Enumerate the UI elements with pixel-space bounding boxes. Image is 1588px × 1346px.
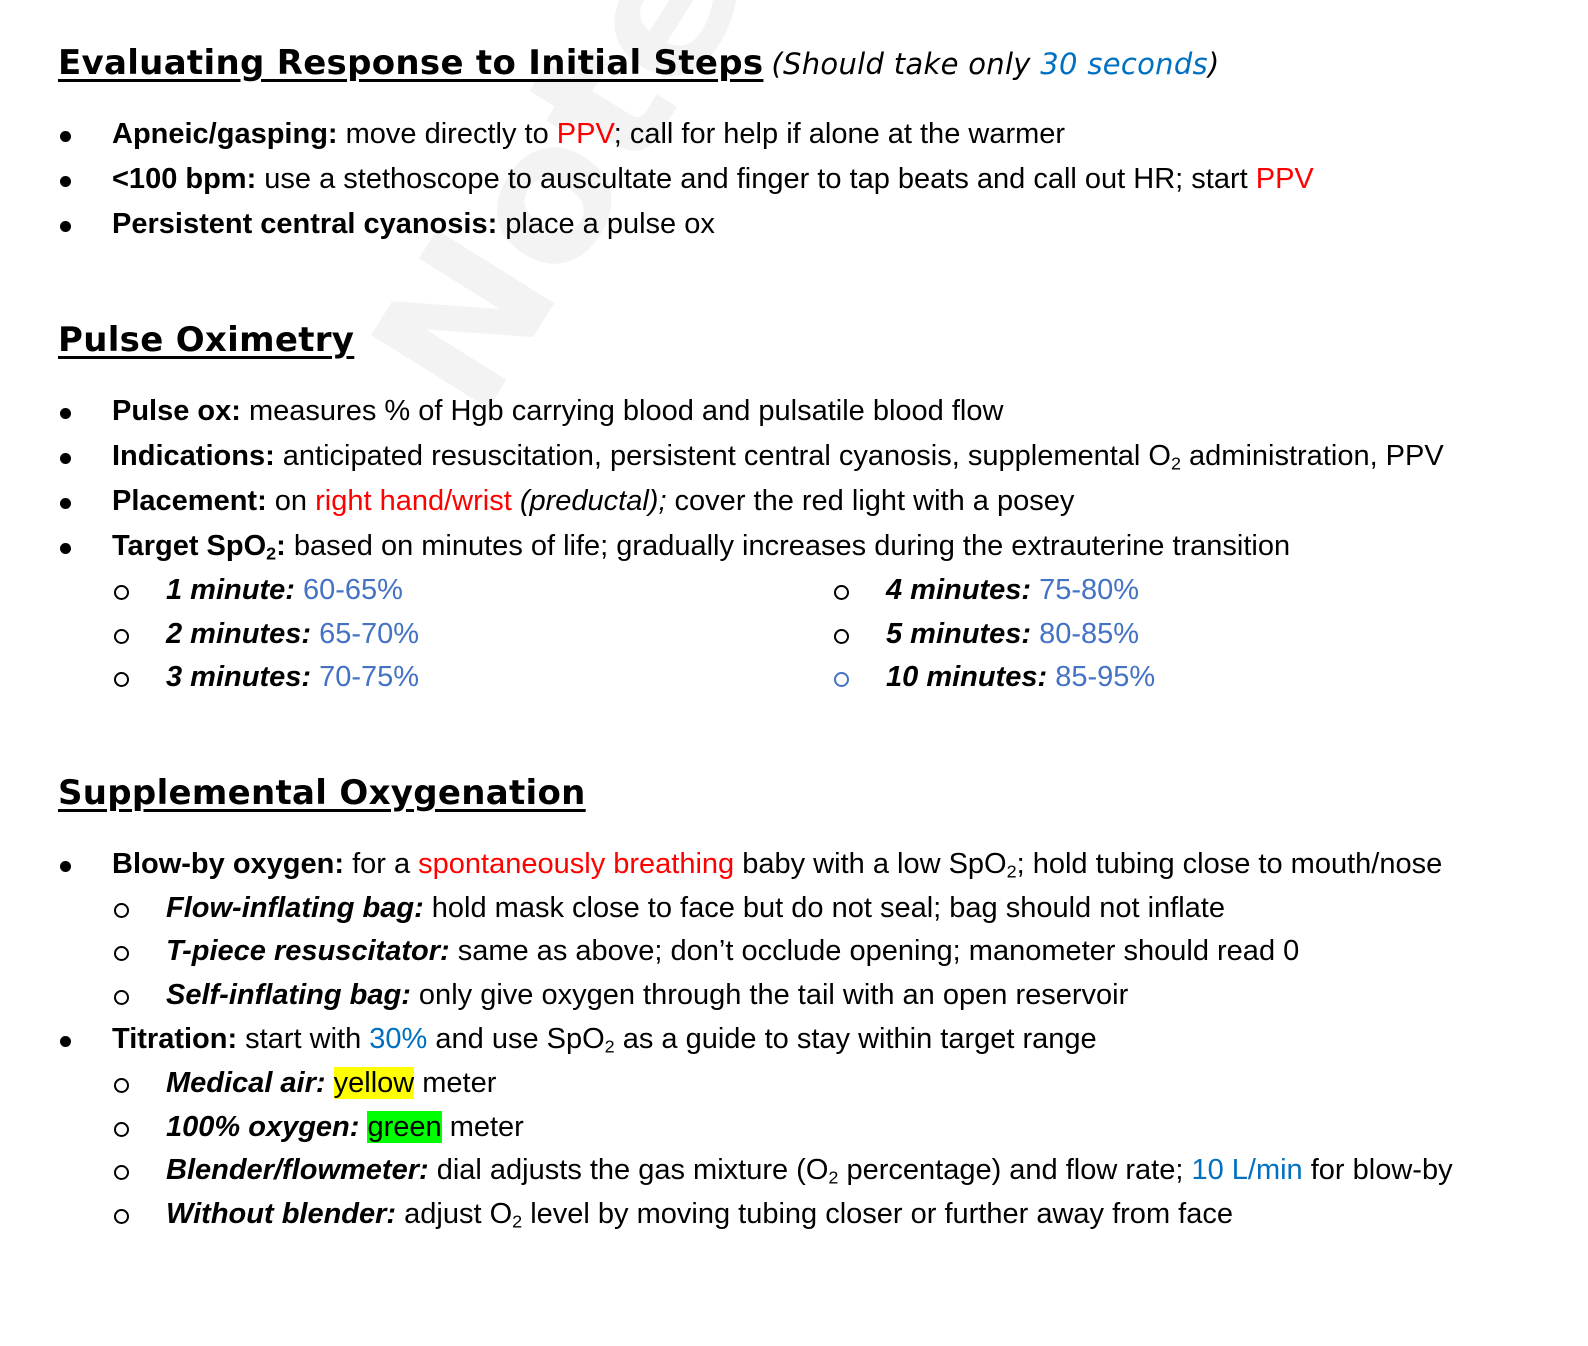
target-column-right [778,569,1498,700]
list-item: Target SpO$_2$: based on minutes of life; gradually increases during the extrauterine transition [58,524,1558,569]
target-item: 10 minutes: 85-95% [778,656,1498,700]
sub-list-item: 100% oxygen: green meter [58,1106,1558,1150]
heading-note: (Should take only 30 seconds) [771,47,1220,81]
list-item: Apneic/gasping: move directly to PPV; call for help if alone at the warmer [58,112,1558,157]
target-spo2-grid [58,569,1558,700]
green-highlight: green [367,1110,442,1143]
section-title: Evaluating Response to Initial Steps [58,43,764,83]
list-item: Indications: anticipated resuscitation, persistent central cyanosis, supplemental $O_2$ administration, PPV [58,434,1558,479]
oxygenation-list [58,842,1558,1237]
evaluating-list [58,112,1558,247]
section-heading-pulse-oximetry: Pulse Oximetry [58,320,355,360]
list-item: Blow-by oxygen: for a spontaneously breathing baby with a low SpO$_2$; hold tubing close to mouth/nose [58,842,1558,887]
target-item: 3 minutes: 70-75% [58,656,778,700]
yellow-highlight: yellow [333,1067,415,1099]
list-item: Titration: start with 30% and use SpO$_2$ as a guide to stay within target range [58,1017,1558,1062]
sub-list-item: Flow-inflating bag: hold mask close to face but do not seal; bag should not inflate [58,887,1558,931]
list-item: Pulse ox: measures % of Hgb carrying blood and pulsatile blood flow [58,389,1558,434]
section-heading-evaluating [58,32,1558,94]
list-item: Placement: on right hand/wrist (preductal); cover the red light with a posey [58,479,1558,524]
document-body [58,26,1558,1236]
sub-list-item: T-piece resuscitator: same as above; don’t occlude opening; manometer should read 0 [58,930,1558,974]
section-heading-supplemental-oxygenation: Supplemental Oxygenation [58,772,586,813]
list-item: <100 bpm: use a stethoscope to auscultate and finger to tap beats and call out HR; start PPV [58,157,1558,202]
target-item: 1 minute: 60-65% [58,569,778,613]
sub-list-item: Without blender: adjust $O_2$ level by moving tubing closer or further away from face [58,1193,1558,1237]
target-item: 2 minutes: 65-70% [58,613,778,657]
target-column-left [58,569,778,700]
sub-list-item: Self-inflating bag: only give oxygen through the tail with an open reservoir [58,974,1558,1018]
pulse-ox-list [58,389,1558,569]
sub-list-item: Blender/flowmeter: dial adjusts the gas mixture ($O_2$ percentage) and flow rate; 10 L/min for blow-by [58,1149,1558,1193]
sub-list-item: Medical air: yellow meter [58,1062,1558,1106]
target-item: 5 minutes: 80-85% [778,613,1498,657]
list-item: Persistent central cyanosis: place a pulse ox [58,202,1558,247]
target-item: 4 minutes: 75-80% [778,569,1498,613]
